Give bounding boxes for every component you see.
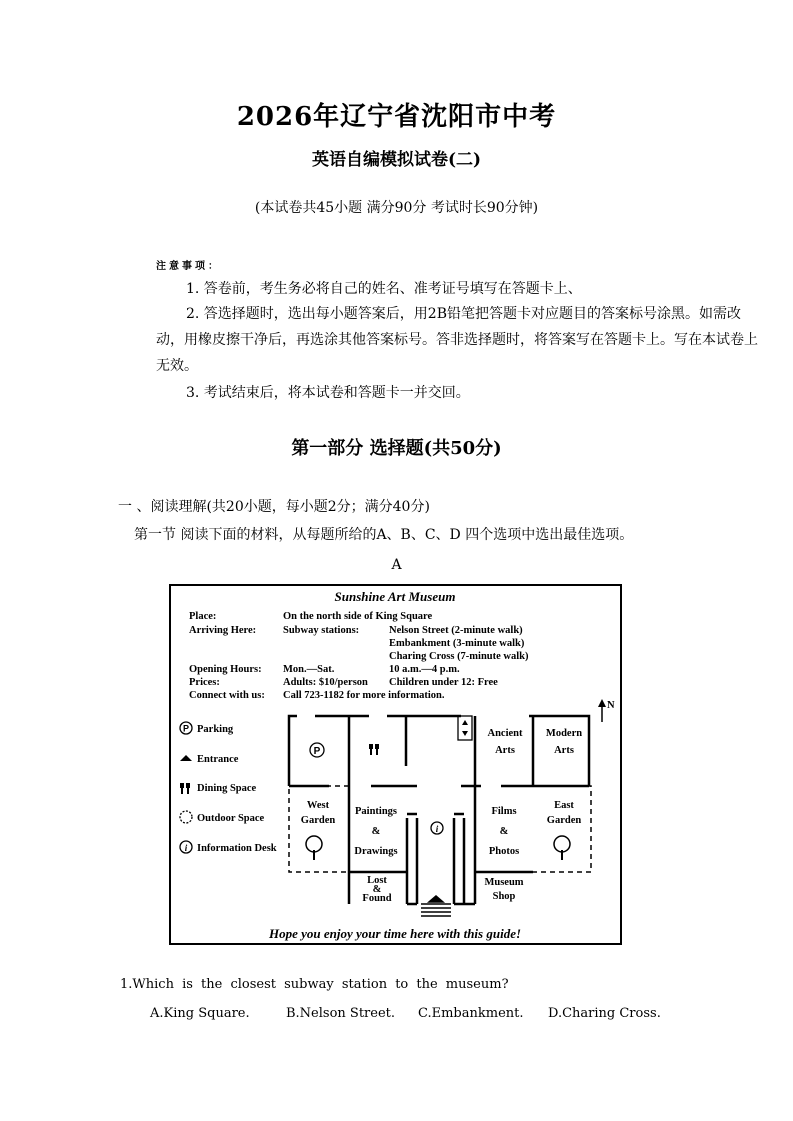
svg-text:i: i	[435, 824, 439, 834]
arriving-label: Arriving Here:	[189, 625, 257, 636]
subway-label: Subway stations:	[283, 625, 360, 636]
tree-icon	[554, 836, 570, 860]
info-desk-icon	[431, 822, 443, 834]
hours-time: 10 a.m.—4 p.m.	[389, 664, 460, 675]
legend-outdoor: Outdoor Space	[197, 813, 265, 824]
room-films-1: Films	[491, 806, 517, 817]
room-shop-1: Museum	[484, 877, 524, 888]
outdoor-icon	[180, 811, 192, 823]
option-a: A.King Square.	[150, 1006, 250, 1021]
parking-room-icon	[310, 743, 324, 757]
hours-label: Opening Hours:	[189, 664, 262, 675]
hours-days: Mon.—Sat.	[283, 664, 335, 675]
legend-info: Information Desk	[197, 843, 277, 854]
room-films-2: &	[499, 826, 509, 837]
north-label: N	[607, 700, 615, 711]
entrance-steps	[421, 896, 451, 916]
tree-icon	[306, 836, 322, 860]
station-1: Nelson Street (2-minute walk)	[389, 625, 523, 636]
legend-parking: Parking	[197, 724, 234, 735]
option-b: B.Nelson Street.	[286, 1006, 396, 1021]
north-arrow-icon	[598, 699, 606, 722]
room-shop-2: Shop	[492, 891, 516, 902]
exam-title: 2026年辽宁省沈阳市中考	[236, 102, 557, 132]
notice-item-1: 1. 答卷前，考生务必将自己的姓名、准考证号填写在答题卡上、	[186, 281, 582, 297]
room-west-2: Garden	[300, 815, 336, 826]
part-title: 第一部分 选择题(共50分)	[291, 438, 502, 459]
room-films-3: Photos	[488, 846, 520, 857]
room-lost-3: Found	[362, 893, 392, 904]
station-2: Embankment (3-minute walk)	[389, 638, 525, 649]
room-ancient-2: Arts	[495, 745, 515, 756]
exam-info: (本试卷共45小题 满分90分 考试时长90分钟)	[254, 200, 539, 216]
room-east-1: East	[554, 800, 574, 811]
prices-child: Children under 12: Free	[389, 677, 498, 688]
legend-dining: Dining Space	[197, 783, 257, 794]
notice-heading: 注意事项：	[156, 261, 221, 272]
outdoor-boundary	[289, 786, 591, 872]
info-icon	[180, 841, 192, 853]
map-heading: Sunshine Art Museum	[334, 589, 456, 604]
option-c: C.Embankment.	[418, 1006, 524, 1021]
dining-icon	[180, 783, 190, 794]
svg-text:P: P	[182, 723, 190, 734]
room-paint-1: Paintings	[354, 806, 398, 817]
station-3: Charing Cross (7-minute walk)	[389, 651, 529, 662]
section-instruction: 第一节 阅读下面的材料，从每题所给的A、B、C、D 四个选项中选出最佳选项。	[134, 527, 634, 543]
room-modern-2: Arts	[554, 745, 574, 756]
section-title: 一 、阅读理解(共20小题，每小题2分；满分40分)	[118, 499, 430, 515]
entrance-icon	[180, 755, 192, 761]
map-footer: Hope you enjoy your time here with this guide!	[268, 926, 522, 941]
option-d: D.Charing Cross.	[548, 1006, 661, 1021]
floor-plan	[289, 716, 589, 904]
museum-map	[169, 584, 622, 945]
prices-adult: Adults: $10/person	[283, 677, 368, 688]
prices-label: Prices:	[189, 677, 220, 688]
svg-text:P: P	[313, 746, 321, 757]
notice-item-3: 3. 考试结束后，将本试卷和答题卡一并交回。	[186, 385, 470, 401]
room-paint-2: &	[371, 826, 381, 837]
notice-item-2: 2. 答选择题时，选出每小题答案后，用2B铅笔把答题卡对应题目的答案标号涂黑。如需改动，用橡皮擦干净后，再选涂其他答案标号。答非选择题时，将答案写在答题卡上。写在本试卷上无效。	[156, 306, 758, 374]
legend-entrance: Entrance	[197, 754, 239, 765]
place-label: Place:	[189, 611, 217, 622]
room-lost-2: &	[372, 884, 382, 895]
svg-text:i: i	[184, 843, 188, 853]
room-paint-3: Drawings	[354, 846, 398, 857]
question-1: 1.Which is the closest subway station to the museum?	[120, 977, 509, 992]
connect-value: Call 723-1182 for more information.	[283, 690, 445, 701]
room-lost-1: Lost	[367, 875, 387, 886]
parking-icon	[180, 722, 192, 734]
dining-room-icon	[369, 744, 379, 755]
connect-label: Connect with us:	[189, 690, 265, 701]
room-east-2: Garden	[546, 815, 582, 826]
passage-label: A	[391, 557, 402, 573]
room-west-1: West	[306, 800, 330, 811]
room-ancient-1: Ancient	[487, 728, 523, 739]
place-value: On the north side of King Square	[283, 611, 433, 622]
room-modern-1: Modern	[545, 728, 583, 739]
exam-subtitle: 英语自编模拟试卷(二)	[311, 150, 482, 170]
stairs-icon	[458, 716, 472, 740]
